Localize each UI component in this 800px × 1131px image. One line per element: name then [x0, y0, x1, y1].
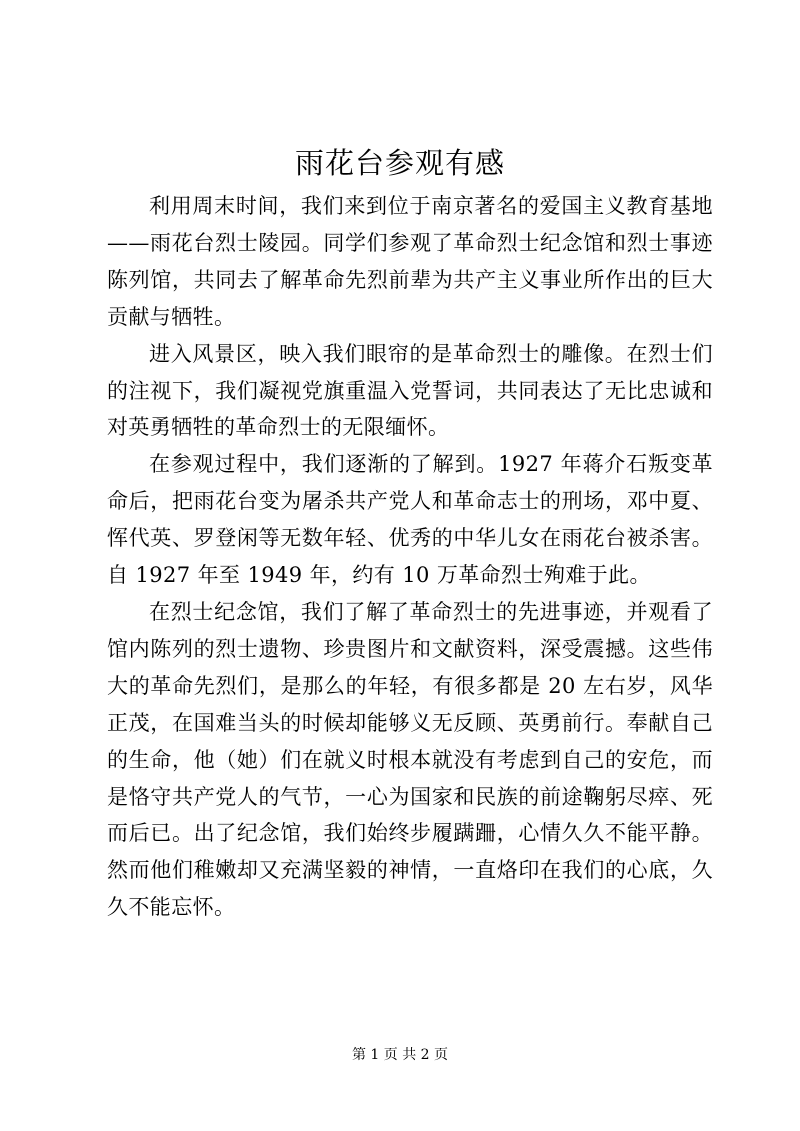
page-number-footer: 第 1 页 共 2 页	[351, 1047, 449, 1063]
paragraph-3: 在参观过程中，我们逐渐的了解到。1927 年蒋介石叛变革命后，把雨花台变为屠杀共产党人和革命志士的刑场，邓中夏、恽代英、罗登闲等无数年轻、优秀的中华儿女在雨花台被杀害。自 1927 年至 1949 年，约有 10 万革命烈士殉难于此。	[107, 452, 713, 588]
paragraph-2: 进入风景区，映入我们眼帘的是革命烈士的雕像。在烈士们的注视下，我们凝视党旗重温入党誓词，共同表达了无比忠诚和对英勇牺牲的革命烈士的无限缅怀。	[107, 341, 713, 440]
paragraph-4: 在烈士纪念馆，我们了解了革命烈士的先进事迹，并观看了馆内陈列的烈士遗物、珍贵图片和文献资料，深受震撼。这些伟大的革命先烈们，是那么的年轻，有很多都是 20 左右岁，风华正茂，在国难当头的时候却能够义无反顾、英勇前行。奉献自己的生命，他（她）们在就义时根本就没有考虑到自己的安危，而是恪守共产党人的气节，一心为国家和民族的前途鞠躬尽瘁、死而后已。出了纪念馆，我们始终步履蹒跚，心情久久不能平静。然而他们稚嫩却又充满坚毅的神情，一直烙印在我们的心底，久久不能忘怀。	[107, 599, 713, 920]
page-title: 雨花台参观有感	[294, 146, 505, 180]
paragraph-1: 利用周末时间，我们来到位于南京著名的爱国主义教育基地——雨花台烈士陵园。同学们参观了革命烈士纪念馆和烈士事迹陈列馆，共同去了解革命先烈前辈为共产主义事业所作出的巨大贡献与牺牲。	[107, 194, 713, 329]
document-body	[107, 188, 713, 926]
